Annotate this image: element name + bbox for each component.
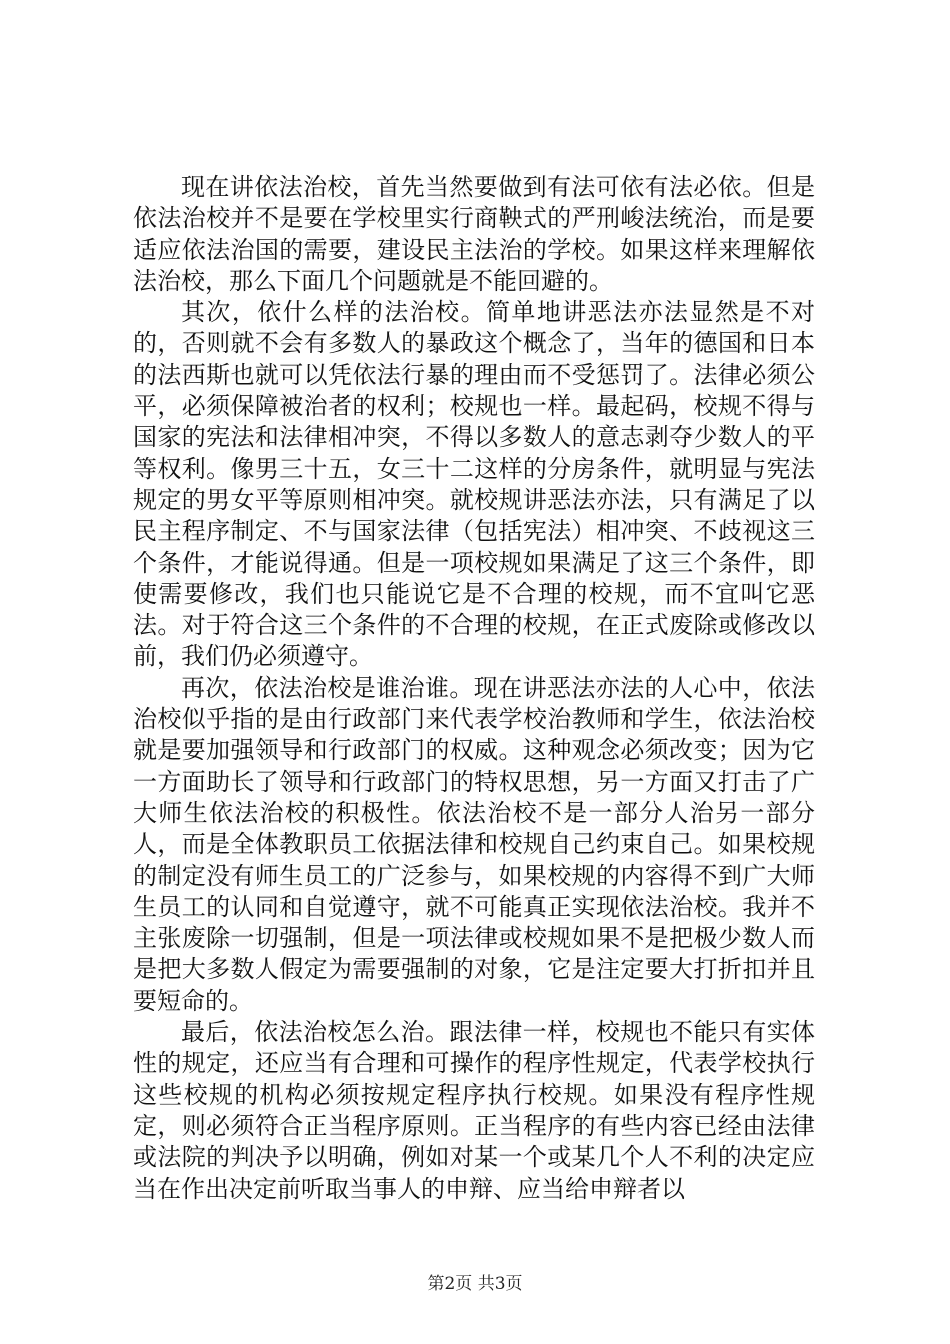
document-body (133, 172, 815, 1205)
paragraph-intro: 现在讲依法治校，首先当然要做到有法可依有法必依。但是依法治校并不是要在学校里实行商鞅式的严刑峻法统治，而是要适应依法治国的需要，建设民主法治的学校。如果这样来理解依法治校，那么下面几个问题就是不能回避的。 (133, 173, 815, 295)
page-number-footer: 第2页 共3页 (427, 1274, 523, 1294)
paragraph-second: 其次，依什么样的法治校。简单地讲恶法亦法显然是不对的，否则就不会有多数人的暴政这个概念了，当年的德国和日本的法西斯也就可以凭依法行暴的理由而不受惩罚了。法律必须公平，必须保障被治者的权利；校规也一样。最起码，校规不得与国家的宪法和法律相冲突，不得以多数人的意志剥夺少数人的平等权利。像男三十五，女三十二这样的分房条件，就明显与宪法规定的男女平等原则相冲突。就校规讲恶法亦法，只有满足了以民主程序制定、不与国家法律（包括宪法）相冲突、不歧视这三个条件，才能说得通。但是一项校规如果满足了这三个条件，即使需要修改，我们也只能说它是不合理的校规，而不宜叫它恶法。对于符合这三个条件的不合理的校规，在正式废除或修改以前，我们仍必须遵守。 (133, 298, 815, 671)
paragraph-last: 最后，依法治校怎么治。跟法律一样，校规也不能只有实体性的规定，还应当有合理和可操作的程序性规定，代表学校执行这些校规的机构必须按规定程序执行校规。如果没有程序性规定，则必须符合正当程序原则。正当程序的有些内容已经由法律或法院的判决予以明确，例如对某一个或某几个人不利的决定应当在作出决定前听取当事人的申辩、应当给申辩者以 (133, 1018, 815, 1203)
paragraph-third: 再次，依法治校是谁治谁。现在讲恶法亦法的人心中，依法治校似乎指的是由行政部门来代表学校治教师和学生，依法治校就是要加强领导和行政部门的权威。这种观念必须改变；因为它一方面助长了领导和行政部门的特权思想，另一方面又打击了广大师生依法治校的积极性。依法治校不是一部分人治另一部分人，而是全体教职员工依据法律和校规自己约束自己。如果校规的制定没有师生员工的广泛参与，如果校规的内容得不到广大师生员工的认同和自觉遵守，就不可能真正实现依法治校。我并不主张废除一切强制，但是一项法律或校规如果不是把极少数人而是把大多数人假定为需要强制的对象，它是注定要大打折扣并且要短命的。 (133, 673, 815, 1015)
